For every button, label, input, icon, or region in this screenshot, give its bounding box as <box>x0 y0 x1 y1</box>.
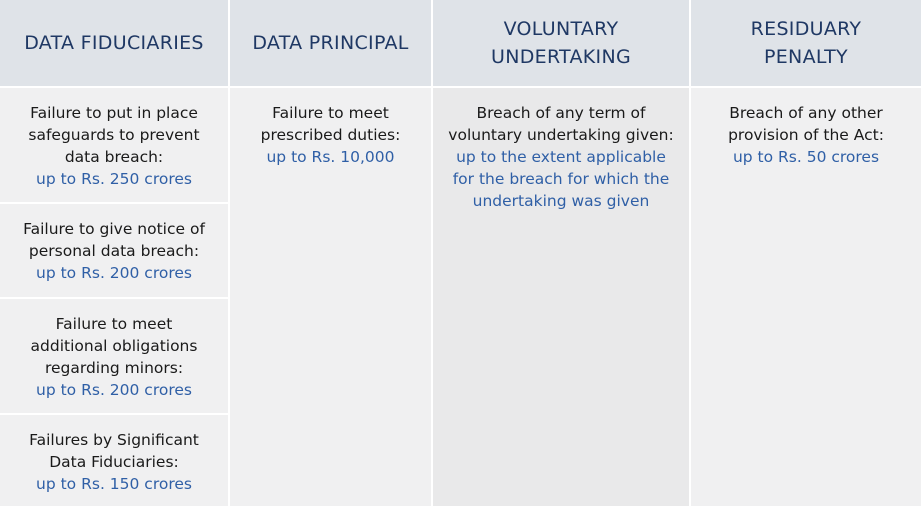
header-data-fiduciaries <box>0 0 228 86</box>
header-residuary-line2: PENALTY <box>764 46 848 68</box>
cell-text-line: voluntary undertaking given: <box>448 126 674 144</box>
cell-text-line: provision of the Act: <box>728 126 884 144</box>
penalty-amount: up to Rs. 250 crores <box>36 170 192 188</box>
column-voluntary-undertaking <box>433 88 689 506</box>
cell-text-line: Failures by Significant <box>29 431 199 449</box>
header-data-fiduciaries-label: DATA FIDUCIARIES <box>24 32 204 54</box>
header-voluntary-undertaking <box>433 0 689 86</box>
cell-text-line: Data Fiduciaries: <box>49 453 179 471</box>
fiduciary-cell-notice <box>0 204 228 297</box>
penalty-amount-line: up to the extent applicable <box>456 148 666 166</box>
penalty-amount: up to Rs. 150 crores <box>36 475 192 493</box>
header-residuary-penalty <box>691 0 921 86</box>
cell-text-line: regarding minors: <box>44 359 184 377</box>
column-data-fiduciaries <box>0 88 228 506</box>
penalty-amount: up to Rs. 10,000 <box>266 148 395 166</box>
cell-text-line: data breach: <box>64 148 164 166</box>
penalty-amount-line: for the breach for which the <box>452 170 670 188</box>
penalty-amount-line: undertaking was given <box>472 192 650 210</box>
residuary-cell <box>691 88 921 506</box>
cell-text-line: Breach of any term of <box>476 104 646 122</box>
cell-text-line: prescribed duties: <box>260 126 401 144</box>
cell-text-line: Failure to put in place <box>30 104 198 122</box>
header-data-principal-label: DATA PRINCIPAL <box>252 32 409 54</box>
principal-cell <box>230 88 431 506</box>
header-data-principal <box>230 0 431 86</box>
penalty-amount: up to Rs. 50 crores <box>732 148 880 166</box>
fiduciary-cell-safeguards <box>0 88 228 202</box>
cell-text-line: Failure to give notice of <box>23 220 205 238</box>
penalty-amount: up to Rs. 200 crores <box>36 264 192 282</box>
header-voluntary-line1: VOLUNTARY <box>503 18 619 40</box>
cell-text-line: safeguards to prevent <box>28 126 200 144</box>
voluntary-cell <box>433 88 689 506</box>
cell-text-line: Failure to meet <box>55 315 173 333</box>
cell-text-line: Breach of any other <box>729 104 883 122</box>
column-residuary-penalty <box>691 88 921 506</box>
header-residuary-line1: RESIDUARY <box>750 18 862 40</box>
cell-text-line: Failure to meet <box>272 104 389 122</box>
column-data-principal <box>230 88 431 506</box>
fiduciary-cell-minors <box>0 299 228 413</box>
header-voluntary-line2: UNDERTAKING <box>490 46 631 68</box>
cell-text-line: additional obligations <box>30 337 198 355</box>
cell-text-line: personal data breach: <box>28 242 200 260</box>
fiduciary-cell-significant <box>0 415 228 506</box>
penalty-amount: up to Rs. 200 crores <box>36 381 192 399</box>
